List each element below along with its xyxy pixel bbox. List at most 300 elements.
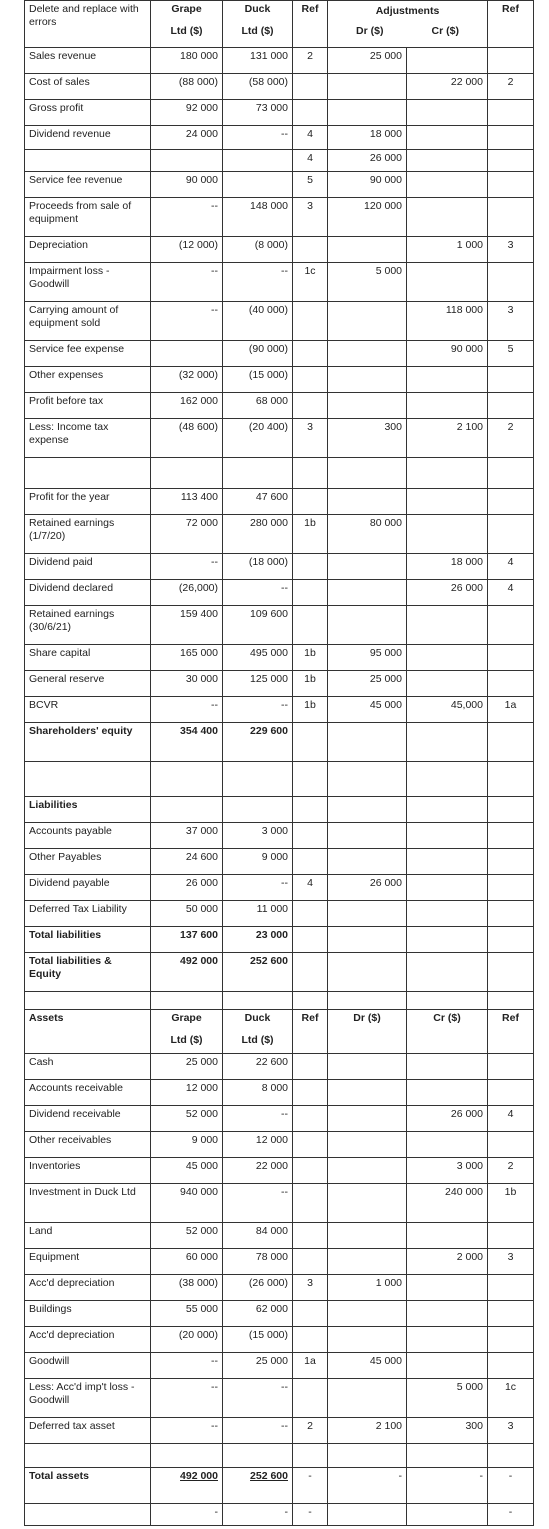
dr-value: 90 000 <box>328 172 407 198</box>
statement-row <box>25 150 534 172</box>
duck-value: 148 000 <box>223 198 293 237</box>
duck-value: (8 000) <box>223 237 293 263</box>
row-label: Profit before tax <box>25 393 151 419</box>
statement-row <box>25 172 534 198</box>
cr-value <box>407 1301 488 1327</box>
assets-col-ref: Ref <box>293 1010 328 1054</box>
row-label: Service fee expense <box>25 341 151 367</box>
ref-value <box>293 762 328 797</box>
ref-value: 3 <box>293 419 328 458</box>
asset-row <box>25 1379 534 1418</box>
duck-value: 3 000 <box>223 823 293 849</box>
ref-value <box>293 823 328 849</box>
grape-value: 12 000 <box>151 1080 223 1106</box>
ref-value: 1c <box>293 263 328 302</box>
col-duck-header: Duck Ltd ($) <box>223 1 293 48</box>
duck-value: 495 000 <box>223 645 293 671</box>
grape-value: 52 000 <box>151 1106 223 1132</box>
grape-value: -- <box>151 302 223 341</box>
ref2-value <box>488 645 534 671</box>
dr-value <box>328 953 407 992</box>
cr-value <box>407 172 488 198</box>
ref-value <box>293 580 328 606</box>
grape-value: 72 000 <box>151 515 223 554</box>
dr-value <box>328 1132 407 1158</box>
assets-col-grape: Grape Ltd ($) <box>151 1010 223 1054</box>
dr-value: 25 000 <box>328 48 407 74</box>
ref-value <box>293 797 328 823</box>
cr-value <box>407 645 488 671</box>
grape-value: 9 000 <box>151 1132 223 1158</box>
grape-value: 26 000 <box>151 875 223 901</box>
duck-value: 131 000 <box>223 48 293 74</box>
asset-row <box>25 1184 534 1223</box>
duck-value: -- <box>223 1106 293 1132</box>
row-label: Impairment loss - Goodwill <box>25 263 151 302</box>
row-label: Buildings <box>25 1301 151 1327</box>
ref2-value <box>488 126 534 150</box>
row-label: Service fee revenue <box>25 172 151 198</box>
ref2-value: 3 <box>488 1249 534 1275</box>
statement-row <box>25 927 534 953</box>
duck-value: (20 400) <box>223 419 293 458</box>
ref2-value: 1b <box>488 1184 534 1223</box>
ref2-value <box>488 901 534 927</box>
dr-value <box>328 580 407 606</box>
dr-value <box>328 1379 407 1418</box>
duck-value: (15 000) <box>223 1327 293 1353</box>
cr-value <box>407 126 488 150</box>
ref-value <box>293 489 328 515</box>
duck-value: 9 000 <box>223 849 293 875</box>
ref-value <box>293 74 328 100</box>
ref-value <box>293 1379 328 1418</box>
asset-row <box>25 1468 534 1504</box>
grape-value: 52 000 <box>151 1223 223 1249</box>
row-label: Dividend paid <box>25 554 151 580</box>
grape-value: 25 000 <box>151 1054 223 1080</box>
dr-value <box>328 302 407 341</box>
duck-value: 22 000 <box>223 1158 293 1184</box>
grape-value: 60 000 <box>151 1249 223 1275</box>
duck-value: 78 000 <box>223 1249 293 1275</box>
row-label: Less: Income tax expense <box>25 419 151 458</box>
row-label: General reserve <box>25 671 151 697</box>
cr-value <box>407 48 488 74</box>
ref-value <box>293 237 328 263</box>
row-label: Acc'd depreciation <box>25 1275 151 1301</box>
dr-value <box>328 100 407 126</box>
row-label: Deferred tax asset <box>25 1418 151 1444</box>
cr-value <box>407 367 488 393</box>
ref-value: 2 <box>293 48 328 74</box>
row-label <box>25 458 151 489</box>
dr-value: 80 000 <box>328 515 407 554</box>
duck-value <box>223 458 293 489</box>
ref-value: 1b <box>293 515 328 554</box>
cr-value <box>407 515 488 554</box>
spacer-row <box>25 992 534 1010</box>
ref2-value: 4 <box>488 580 534 606</box>
duck-value: - <box>223 1504 293 1526</box>
col-cr-header: Cr ($) <box>431 25 459 37</box>
ref-value <box>293 393 328 419</box>
ref-value <box>293 1054 328 1080</box>
statement-row <box>25 126 534 150</box>
grape-value: (48 600) <box>151 419 223 458</box>
grape-value: -- <box>151 697 223 723</box>
row-label: Goodwill <box>25 1353 151 1379</box>
ref2-value <box>488 875 534 901</box>
cr-value <box>407 849 488 875</box>
duck-value: 252 600 <box>223 953 293 992</box>
statement-row <box>25 263 534 302</box>
asset-row <box>25 1301 534 1327</box>
dr-value <box>328 1106 407 1132</box>
statement-row <box>25 515 534 554</box>
duck-value: -- <box>223 126 293 150</box>
dr-value <box>328 901 407 927</box>
grape-value: 162 000 <box>151 393 223 419</box>
ref-value <box>293 1132 328 1158</box>
ref-value: 4 <box>293 150 328 172</box>
cr-value: 3 000 <box>407 1158 488 1184</box>
dr-value <box>328 927 407 953</box>
row-label: Less: Acc'd imp't loss - Goodwill <box>25 1379 151 1418</box>
ref2-value <box>488 1275 534 1301</box>
duck-value: -- <box>223 580 293 606</box>
row-label: Accounts payable <box>25 823 151 849</box>
dr-value <box>328 1223 407 1249</box>
grape-value: 492 000 <box>151 1468 223 1504</box>
grape-value: 55 000 <box>151 1301 223 1327</box>
assets-col-ref2: Ref <box>488 1010 534 1054</box>
duck-value: 84 000 <box>223 1223 293 1249</box>
grape-value: 90 000 <box>151 172 223 198</box>
ref2-value <box>488 723 534 762</box>
statement-row <box>25 723 534 762</box>
dr-value <box>328 1158 407 1184</box>
grape-value: -- <box>151 1379 223 1418</box>
cr-value <box>407 1132 488 1158</box>
row-label: Retained earnings (1/7/20) <box>25 515 151 554</box>
dr-value: 26 000 <box>328 150 407 172</box>
dr-value: 120 000 <box>328 198 407 237</box>
asset-row <box>25 1106 534 1132</box>
ref2-value: 3 <box>488 1418 534 1444</box>
cr-value <box>407 150 488 172</box>
grape-value: 354 400 <box>151 723 223 762</box>
statement-row <box>25 458 534 489</box>
duck-value: 280 000 <box>223 515 293 554</box>
cr-value <box>407 1054 488 1080</box>
duck-value: 252 600 <box>223 1468 293 1504</box>
ref2-value <box>488 150 534 172</box>
grape-value: -- <box>151 554 223 580</box>
cr-value: 2 100 <box>407 419 488 458</box>
ref2-value <box>488 393 534 419</box>
cr-value <box>407 762 488 797</box>
consolidation-worksheet-table <box>24 0 534 1526</box>
ref2-value: - <box>488 1504 534 1526</box>
ref2-value <box>488 606 534 645</box>
ref2-value <box>488 823 534 849</box>
dr-value <box>328 237 407 263</box>
ref-value: 1b <box>293 645 328 671</box>
ref-value <box>293 302 328 341</box>
duck-value <box>223 1444 293 1468</box>
duck-value: 125 000 <box>223 671 293 697</box>
dr-value <box>328 797 407 823</box>
cr-value <box>407 953 488 992</box>
statement-row <box>25 875 534 901</box>
grape-value: 137 600 <box>151 927 223 953</box>
dr-value: 18 000 <box>328 126 407 150</box>
ref-value: 3 <box>293 1275 328 1301</box>
duck-value: (90 000) <box>223 341 293 367</box>
dr-value: 5 000 <box>328 263 407 302</box>
ref-value: 1a <box>293 1353 328 1379</box>
dr-value: 1 000 <box>328 1275 407 1301</box>
ref2-value <box>488 198 534 237</box>
cr-value <box>407 1327 488 1353</box>
statement-row <box>25 393 534 419</box>
ref-value <box>293 1444 328 1468</box>
grape-value: 113 400 <box>151 489 223 515</box>
dr-value <box>328 489 407 515</box>
statement-row <box>25 606 534 645</box>
statement-row <box>25 367 534 393</box>
dr-value <box>328 823 407 849</box>
assets-col-cr: Cr ($) <box>407 1010 488 1054</box>
row-label: Other expenses <box>25 367 151 393</box>
ref2-value <box>488 953 534 992</box>
cr-value <box>407 823 488 849</box>
dr-value <box>328 1249 407 1275</box>
cr-value <box>407 489 488 515</box>
corner-label: Delete and replace with errors <box>25 1 151 48</box>
grape-value: 165 000 <box>151 645 223 671</box>
statement-row <box>25 489 534 515</box>
ref-value <box>293 1249 328 1275</box>
ref-value <box>293 1158 328 1184</box>
statement-row <box>25 645 534 671</box>
ref2-value <box>488 100 534 126</box>
ref2-value <box>488 172 534 198</box>
col-ref-header: Ref <box>293 1 328 48</box>
ref2-value <box>488 927 534 953</box>
asset-row <box>25 1327 534 1353</box>
row-label <box>25 1444 151 1468</box>
cr-value: 18 000 <box>407 554 488 580</box>
row-label: Equipment <box>25 1249 151 1275</box>
dr-value <box>328 554 407 580</box>
ref2-value: 2 <box>488 419 534 458</box>
ref-value: 2 <box>293 1418 328 1444</box>
statement-row <box>25 198 534 237</box>
row-label: Proceeds from sale of equipment <box>25 198 151 237</box>
grape-value <box>151 150 223 172</box>
duck-value: -- <box>223 697 293 723</box>
duck-value: (58 000) <box>223 74 293 100</box>
duck-value: (40 000) <box>223 302 293 341</box>
ref-value <box>293 554 328 580</box>
grape-value: 37 000 <box>151 823 223 849</box>
row-label: Shareholders' equity <box>25 723 151 762</box>
cr-value: - <box>407 1468 488 1504</box>
grape-value: 180 000 <box>151 48 223 74</box>
row-label: Dividend revenue <box>25 126 151 150</box>
cr-value: 300 <box>407 1418 488 1444</box>
ref-value <box>293 1223 328 1249</box>
duck-value: (26 000) <box>223 1275 293 1301</box>
grape-value <box>151 458 223 489</box>
grape-value: 50 000 <box>151 901 223 927</box>
ref-value <box>293 367 328 393</box>
grape-value: 159 400 <box>151 606 223 645</box>
cr-value: 118 000 <box>407 302 488 341</box>
cr-value <box>407 671 488 697</box>
row-label: Deferred Tax Liability <box>25 901 151 927</box>
cr-value: 5 000 <box>407 1379 488 1418</box>
dr-value <box>328 1080 407 1106</box>
ref2-value: 2 <box>488 1158 534 1184</box>
asset-row <box>25 1275 534 1301</box>
row-label: Liabilities <box>25 797 151 823</box>
dr-value: - <box>328 1468 407 1504</box>
statement-row <box>25 671 534 697</box>
row-label: Retained earnings (30/6/21) <box>25 606 151 645</box>
statement-row <box>25 237 534 263</box>
duck-value: -- <box>223 1418 293 1444</box>
row-label: Dividend declared <box>25 580 151 606</box>
assets-col-duck: Duck Ltd ($) <box>223 1010 293 1054</box>
row-label: Total assets <box>25 1468 151 1504</box>
statement-row <box>25 697 534 723</box>
cr-value: 22 000 <box>407 74 488 100</box>
duck-value: 22 600 <box>223 1054 293 1080</box>
duck-value: (15 000) <box>223 367 293 393</box>
ref2-value <box>488 1444 534 1468</box>
duck-value: -- <box>223 263 293 302</box>
cr-value <box>407 875 488 901</box>
ref-value <box>293 1327 328 1353</box>
statement-row <box>25 762 534 797</box>
grape-value <box>151 1444 223 1468</box>
dr-value: 95 000 <box>328 645 407 671</box>
grape-value: -- <box>151 1353 223 1379</box>
asset-row <box>25 1353 534 1379</box>
dr-value <box>328 762 407 797</box>
dr-value <box>328 341 407 367</box>
ref2-value <box>488 458 534 489</box>
asset-row <box>25 1249 534 1275</box>
ref-value <box>293 458 328 489</box>
row-label: Other receivables <box>25 1132 151 1158</box>
dr-value <box>328 458 407 489</box>
statement-row <box>25 74 534 100</box>
row-label: Cash <box>25 1054 151 1080</box>
duck-value: 25 000 <box>223 1353 293 1379</box>
cr-value <box>407 901 488 927</box>
duck-value: (18 000) <box>223 554 293 580</box>
assets-heading: Assets <box>25 1010 151 1054</box>
col-ref2-header: Ref <box>488 1 534 48</box>
grape-value <box>151 341 223 367</box>
duck-value: -- <box>223 1184 293 1223</box>
ref2-value: 4 <box>488 554 534 580</box>
ref-value <box>293 927 328 953</box>
grape-value <box>151 797 223 823</box>
assets-header-row <box>25 1010 534 1054</box>
cr-value <box>407 458 488 489</box>
ref-value <box>293 1301 328 1327</box>
ref-value: 3 <box>293 198 328 237</box>
ref-value: - <box>293 1504 328 1526</box>
statement-row <box>25 580 534 606</box>
cr-value: 45,000 <box>407 697 488 723</box>
asset-row <box>25 1418 534 1444</box>
ref2-value <box>488 1132 534 1158</box>
ref-value <box>293 1080 328 1106</box>
row-label: Inventories <box>25 1158 151 1184</box>
dr-value <box>328 1444 407 1468</box>
ref-value: 5 <box>293 172 328 198</box>
cr-value: 240 000 <box>407 1184 488 1223</box>
ref2-value: 3 <box>488 302 534 341</box>
statement-row <box>25 302 534 341</box>
cr-value <box>407 723 488 762</box>
ref-value <box>293 100 328 126</box>
ref2-value <box>488 1353 534 1379</box>
row-label: Investment in Duck Ltd <box>25 1184 151 1223</box>
grape-value: (26,000) <box>151 580 223 606</box>
cr-value <box>407 797 488 823</box>
ref2-value <box>488 1054 534 1080</box>
statement-row <box>25 953 534 992</box>
asset-row <box>25 1504 534 1526</box>
grape-value: -- <box>151 198 223 237</box>
duck-value: 229 600 <box>223 723 293 762</box>
grape-value: 92 000 <box>151 100 223 126</box>
cr-value <box>407 1275 488 1301</box>
row-label: Dividend receivable <box>25 1106 151 1132</box>
grape-value: 45 000 <box>151 1158 223 1184</box>
row-label <box>25 762 151 797</box>
cr-value: 26 000 <box>407 580 488 606</box>
dr-value <box>328 1184 407 1223</box>
ref-value: 4 <box>293 126 328 150</box>
row-label: Accounts receivable <box>25 1080 151 1106</box>
grape-value: 940 000 <box>151 1184 223 1223</box>
ref-value <box>293 341 328 367</box>
ref2-value: 3 <box>488 237 534 263</box>
row-label: Carrying amount of equipment sold <box>25 302 151 341</box>
cr-value: 1 000 <box>407 237 488 263</box>
ref-value <box>293 1184 328 1223</box>
ref2-value: 4 <box>488 1106 534 1132</box>
col-grape-header: Grape Ltd ($) <box>151 1 223 48</box>
row-label: Total liabilities <box>25 927 151 953</box>
duck-value: 73 000 <box>223 100 293 126</box>
duck-value <box>223 797 293 823</box>
grape-value: - <box>151 1504 223 1526</box>
duck-value: 23 000 <box>223 927 293 953</box>
ref2-value <box>488 515 534 554</box>
ref2-value <box>488 762 534 797</box>
ref2-value <box>488 1327 534 1353</box>
dr-value: 45 000 <box>328 697 407 723</box>
